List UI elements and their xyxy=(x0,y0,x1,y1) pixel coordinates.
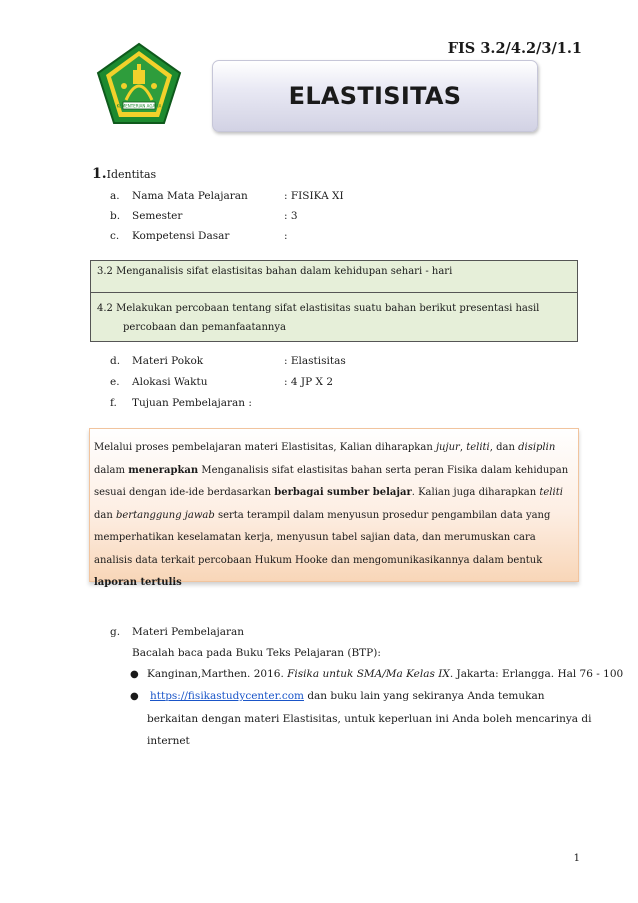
btp-intro: Bacalah baca pada Buku Teks Pelajaran (BTP): xyxy=(132,647,381,659)
fisikastudycenter-link[interactable]: https://fisikastudycenter.com xyxy=(150,690,304,702)
goal-line: dalam menerapkan Menganalisis sifat elastisitas bahan serta peran Fisika dalam kehidupan xyxy=(94,464,569,476)
reference-website: https://fisikastudycenter.com dan buku lain yang sekiranya Anda temukan xyxy=(150,690,545,702)
identity-value: : 4 JP X 2 xyxy=(284,376,333,388)
bullet-icon: ● xyxy=(130,669,139,680)
identity-value: : Elastisitas xyxy=(284,355,346,367)
goal-line: memperhatikan keselamatan kerja, menyusun tabel sajian data, dan merumuskan cara xyxy=(94,532,536,543)
section-identitas-heading xyxy=(92,166,156,182)
kompetensi-dasar-table xyxy=(90,260,578,342)
document-code: FIS 3.2/4.2/3/1.1 xyxy=(447,40,582,57)
reference-website-line2: berkaitan dengan materi Elastisitas, untuk keperluan ini Anda boleh mencarinya di xyxy=(147,713,592,725)
kd-row-4-2: 4.2 Melakukan percobaan tentang sifat elastisitas suatu bahan berikut presentasi hasil percobaan dan pemanfaatannya xyxy=(97,303,540,333)
section-number: 1. xyxy=(92,166,107,182)
identity-value: : FISIKA XI xyxy=(284,190,344,202)
identity-label: Nama Mata Pelajaran xyxy=(132,190,248,202)
goal-line: analisis data terkait percobaan Hukum Hooke dan mengomunikasikannya dalam bentuk xyxy=(94,554,543,566)
identity-label: Alokasi Waktu xyxy=(132,376,208,388)
reference-website-line3: internet xyxy=(147,735,190,747)
reference-book: Kanginan,Marthen. 2016. Fisika untuk SMA/Ma Kelas IX. Jakarta: Erlangga. Hal 76 - 100 xyxy=(147,668,624,680)
title-banner xyxy=(212,60,538,132)
section-heading: Identitas xyxy=(106,168,157,181)
identity-label: Materi Pokok xyxy=(132,355,204,367)
goal-line: laporan tertulis xyxy=(94,577,182,588)
identity-value: : xyxy=(284,230,288,242)
page-number: 1 xyxy=(573,853,580,864)
bullet-icon: ● xyxy=(130,691,139,702)
kemenag-logo xyxy=(96,42,182,126)
identity-label: Tujuan Pembelajaran : xyxy=(132,397,252,409)
goal-line: dan bertanggung jawab serta terampil dalam menyusun prosedur pengambilan data yang xyxy=(94,509,551,521)
identity-label: Semester xyxy=(132,210,183,222)
page-title: ELASTISITAS xyxy=(288,82,462,110)
identity-label: Kompetensi Dasar xyxy=(132,230,230,242)
goal-line: Melalui proses pembelajaran materi Elastisitas, Kalian diharapkan jujur, teliti, dan disiplin xyxy=(94,442,556,453)
identity-value: : 3 xyxy=(284,210,298,222)
goal-line: sesuai dengan ide-ide berdasarkan berbagai sumber belajar. Kalian juga diharapkan teliti xyxy=(94,487,563,498)
svg-text:KEMENTERIAN AGAMA: KEMENTERIAN AGAMA xyxy=(116,103,162,109)
kd-row-3-2: 3.2 Menganalisis sifat elastisitas bahan dalam kehidupan sehari - hari xyxy=(91,261,577,293)
learning-goal-box xyxy=(89,428,579,588)
